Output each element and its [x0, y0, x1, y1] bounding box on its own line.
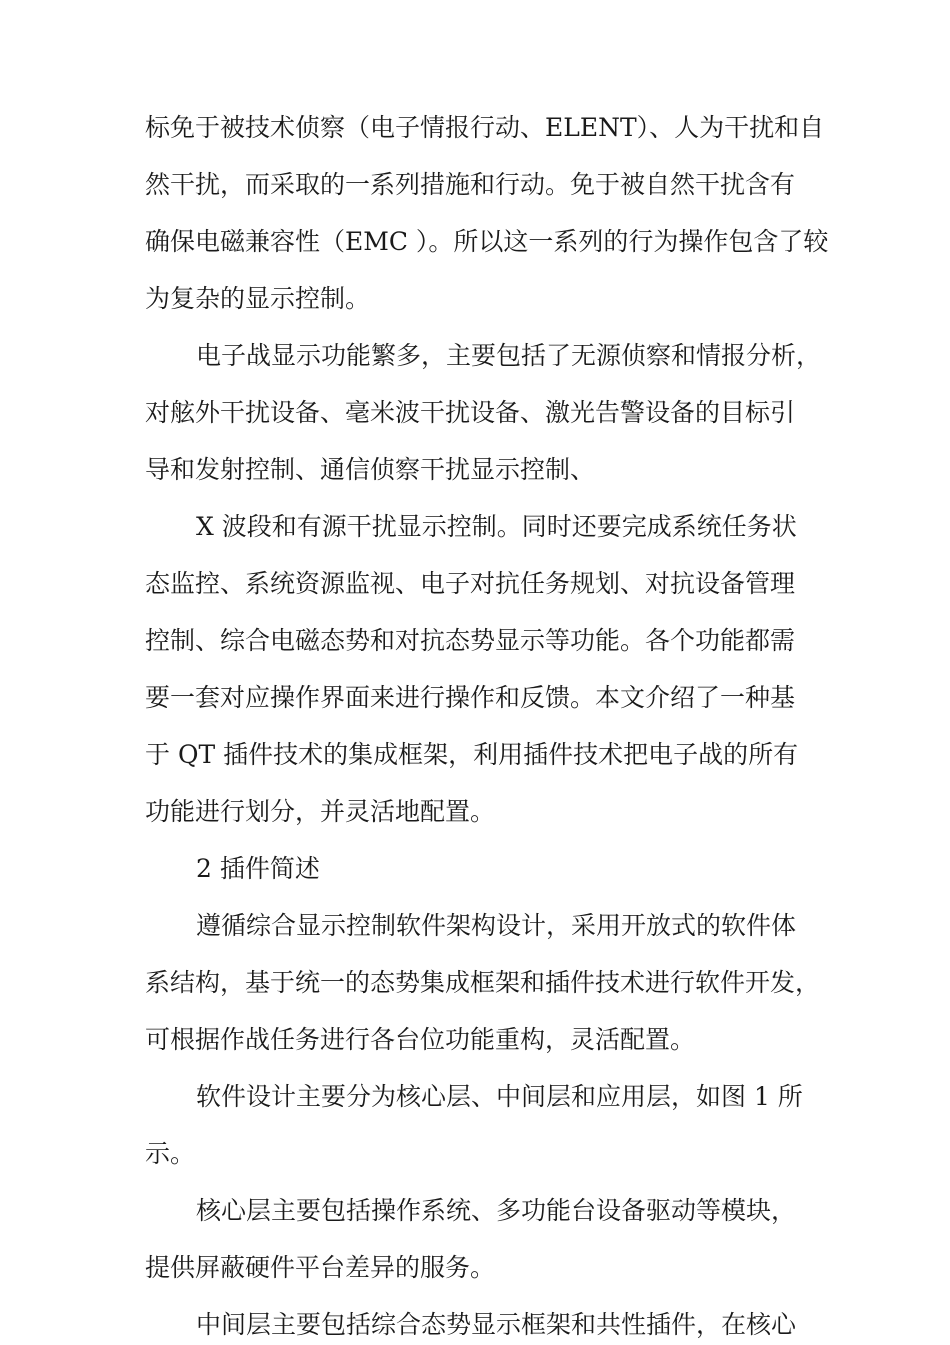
text-line: 控制、综合电磁态势和对抗态势显示等功能。各个功能都需 — [145, 626, 796, 655]
text-line: 可根据作战任务进行各台位功能重构，灵活配置。 — [145, 1025, 696, 1054]
section-heading: 2 插件简述 — [196, 854, 320, 883]
text-line: 核心层主要包括操作系统、多功能台设备驱动等模块， — [196, 1196, 797, 1225]
text-line: 标免于被技术侦察（电子情报行动、ELENT）、人为干扰和自 — [145, 113, 825, 142]
text-line: 示。 — [145, 1139, 196, 1168]
text-line: 中间层主要包括综合态势显示框架和共性插件，在核心 — [196, 1310, 797, 1339]
text-line: 对舷外干扰设备、毫米波干扰设备、激光告警设备的目标引 — [145, 398, 796, 427]
text-line: 软件设计主要分为核心层、中间层和应用层，如图 1 所 — [196, 1082, 803, 1111]
text-line: 导和发射控制、通信侦察干扰显示控制、 — [145, 455, 596, 484]
text-line: 于 QT 插件技术的集成框架，利用插件技术把电子战的所有 — [145, 740, 799, 769]
text-line: 遵循综合显示控制软件架构设计，采用开放式的软件体 — [196, 911, 797, 940]
text-line: X 波段和有源干扰显示控制。同时还要完成系统任务状 — [196, 512, 797, 541]
text-line: 系结构，基于统一的态势集成框架和插件技术进行软件开发， — [145, 968, 821, 997]
text-line: 确保电磁兼容性（EMC ）。所以这一系列的行为操作包含了较 — [145, 227, 829, 256]
text-line: 然干扰，而采取的一系列措施和行动。免于被自然干扰含有 — [145, 170, 796, 199]
text-line: 态监控、系统资源监视、电子对抗任务规划、对抗设备管理 — [145, 569, 796, 598]
text-line: 为复杂的显示控制。 — [145, 284, 371, 313]
text-line: 电子战显示功能繁多，主要包括了无源侦察和情报分析， — [196, 341, 822, 370]
text-line: 要一套对应操作界面来进行操作和反馈。本文介绍了一种基 — [145, 683, 796, 712]
text-line: 提供屏蔽硬件平台差异的服务。 — [145, 1253, 496, 1282]
text-line: 功能进行划分，并灵活地配置。 — [145, 797, 496, 826]
